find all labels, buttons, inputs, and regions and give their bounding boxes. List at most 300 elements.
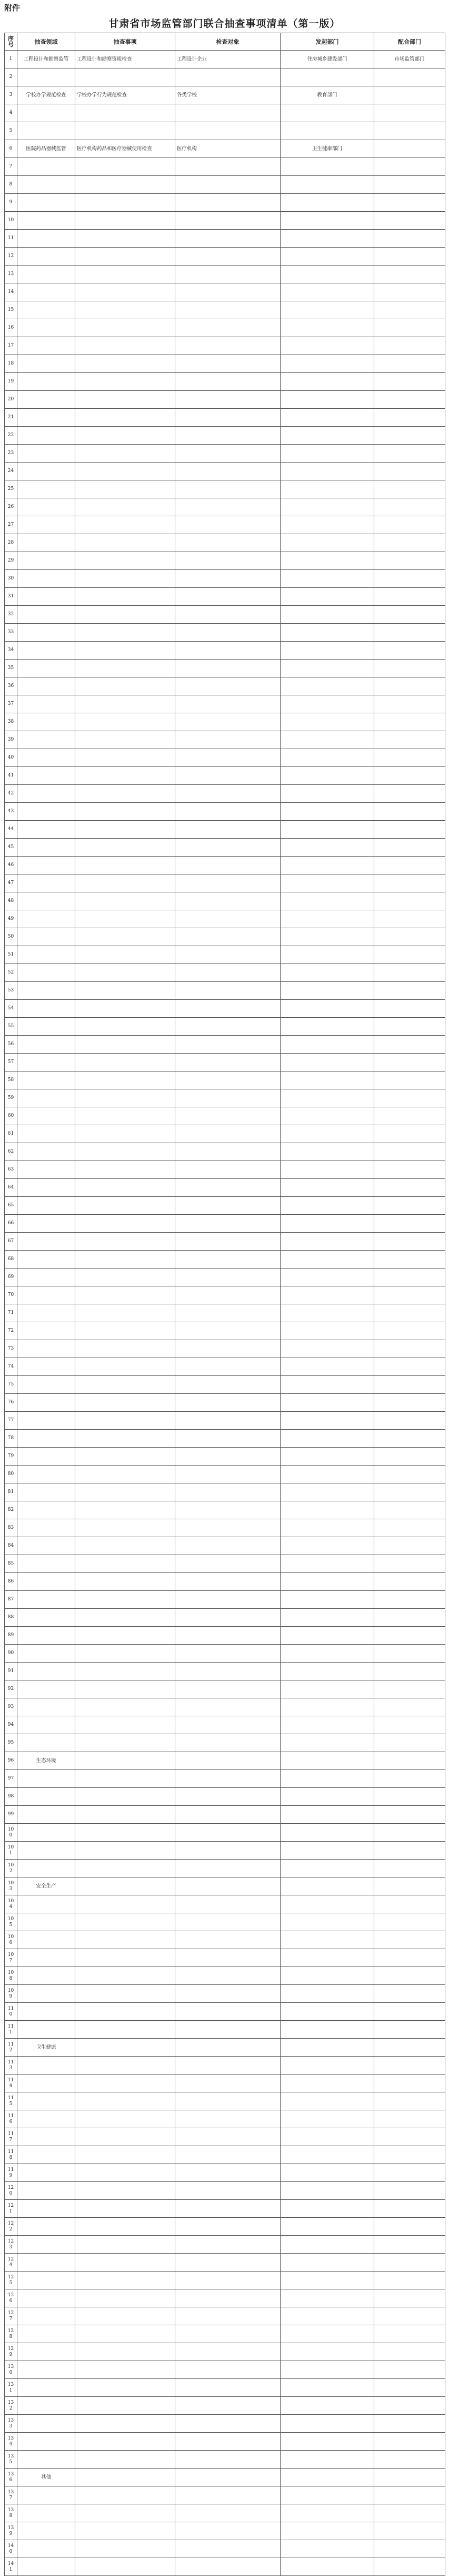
cell-area bbox=[17, 1788, 75, 1806]
cell-initiator bbox=[281, 319, 374, 337]
table-row bbox=[5, 2325, 445, 2343]
cell-no: 125 bbox=[5, 2272, 17, 2289]
cell-initiator bbox=[281, 2307, 374, 2325]
cell-object bbox=[175, 1466, 281, 1483]
cell-initiator bbox=[281, 552, 374, 570]
cell-cooperator bbox=[374, 1895, 445, 1913]
cell-area bbox=[17, 1967, 75, 1985]
cell-item bbox=[75, 749, 175, 767]
table-row bbox=[5, 1376, 445, 1394]
cell-object bbox=[175, 480, 281, 498]
cell-no: 129 bbox=[5, 2343, 17, 2361]
cell-object bbox=[175, 122, 281, 140]
cell-no: 16 bbox=[5, 319, 17, 337]
cell-no: 92 bbox=[5, 1680, 17, 1698]
cell-area bbox=[17, 212, 75, 230]
cell-area bbox=[17, 1018, 75, 1036]
cell-object bbox=[175, 1573, 281, 1591]
cell-no: 55 bbox=[5, 1018, 17, 1036]
cell-item bbox=[75, 1233, 175, 1251]
cell-no: 37 bbox=[5, 695, 17, 713]
cell-object bbox=[175, 1806, 281, 1824]
table-row bbox=[5, 1842, 445, 1860]
cell-cooperator bbox=[374, 1179, 445, 1197]
cell-no: 128 bbox=[5, 2325, 17, 2343]
cell-initiator bbox=[281, 1663, 374, 1680]
cell-initiator bbox=[281, 928, 374, 946]
table-row bbox=[5, 2469, 445, 2486]
cell-no: 121 bbox=[5, 2200, 17, 2218]
cell-area bbox=[17, 1161, 75, 1179]
table-row bbox=[5, 606, 445, 624]
cell-object bbox=[175, 857, 281, 874]
cell-object bbox=[175, 2182, 281, 2200]
cell-item bbox=[75, 1340, 175, 1358]
cell-cooperator bbox=[374, 1627, 445, 1645]
cell-cooperator bbox=[374, 212, 445, 230]
cell-no: 61 bbox=[5, 1125, 17, 1143]
cell-initiator bbox=[281, 588, 374, 606]
cell-object bbox=[175, 1555, 281, 1573]
cell-cooperator bbox=[374, 1358, 445, 1376]
cell-object bbox=[175, 624, 281, 642]
cell-item bbox=[75, 1071, 175, 1089]
cell-object bbox=[175, 1233, 281, 1251]
cell-no: 120 bbox=[5, 2182, 17, 2200]
cell-item bbox=[75, 1251, 175, 1269]
cell-initiator bbox=[281, 785, 374, 803]
table-row bbox=[5, 946, 445, 964]
cell-item bbox=[75, 2379, 175, 2397]
cell-area bbox=[17, 301, 75, 319]
cell-cooperator bbox=[374, 534, 445, 552]
cell-object bbox=[175, 427, 281, 445]
cell-cooperator bbox=[374, 1985, 445, 2003]
cell-item bbox=[75, 2236, 175, 2254]
cell-item bbox=[75, 2289, 175, 2307]
cell-no: 52 bbox=[5, 964, 17, 982]
table-row bbox=[5, 1179, 445, 1197]
cell-cooperator bbox=[374, 140, 445, 158]
table-row bbox=[5, 2289, 445, 2307]
cell-no: 12 bbox=[5, 248, 17, 266]
cell-cooperator bbox=[374, 2128, 445, 2146]
cell-object bbox=[175, 1770, 281, 1788]
cell-item bbox=[75, 1770, 175, 1788]
cell-initiator bbox=[281, 892, 374, 910]
cell-item bbox=[75, 1501, 175, 1519]
cell-cooperator bbox=[374, 946, 445, 964]
cell-item bbox=[75, 2540, 175, 2558]
cell-area bbox=[17, 660, 75, 677]
table-row bbox=[5, 1770, 445, 1788]
cell-object bbox=[175, 445, 281, 463]
cell-initiator bbox=[281, 1967, 374, 1985]
cell-initiator bbox=[281, 874, 374, 892]
table-row bbox=[5, 516, 445, 534]
cell-area bbox=[17, 857, 75, 874]
cell-initiator bbox=[281, 1860, 374, 1877]
cell-cooperator bbox=[374, 194, 445, 212]
cell-initiator bbox=[281, 301, 374, 319]
table-row bbox=[5, 1949, 445, 1967]
cell-object bbox=[175, 2110, 281, 2128]
cell-initiator bbox=[281, 982, 374, 1000]
cell-object bbox=[175, 2522, 281, 2540]
cell-no: 51 bbox=[5, 946, 17, 964]
cell-object bbox=[175, 713, 281, 731]
cell-area bbox=[17, 1519, 75, 1537]
cell-initiator bbox=[281, 1842, 374, 1860]
cell-item bbox=[75, 1376, 175, 1394]
cell-item bbox=[75, 373, 175, 391]
cell-initiator bbox=[281, 1788, 374, 1806]
cell-no: 118 bbox=[5, 2146, 17, 2164]
cell-item bbox=[75, 1537, 175, 1555]
table-row bbox=[5, 2254, 445, 2272]
cell-object bbox=[175, 2272, 281, 2289]
cell-item bbox=[75, 1448, 175, 1466]
cell-area bbox=[17, 1949, 75, 1967]
cell-area bbox=[17, 2379, 75, 2397]
cell-cooperator bbox=[374, 606, 445, 624]
cell-no: 126 bbox=[5, 2289, 17, 2307]
cell-cooperator bbox=[374, 821, 445, 839]
cell-cooperator bbox=[374, 1645, 445, 1663]
cell-cooperator bbox=[374, 1609, 445, 1627]
cell-item bbox=[75, 463, 175, 480]
cell-item bbox=[75, 2325, 175, 2343]
cell-cooperator bbox=[374, 785, 445, 803]
cell-object bbox=[175, 1645, 281, 1663]
cell-item bbox=[75, 1824, 175, 1842]
cell-initiator bbox=[281, 1430, 374, 1448]
cell-no: 46 bbox=[5, 857, 17, 874]
cell-item bbox=[75, 552, 175, 570]
header-cooperator: 配合部门 bbox=[374, 33, 445, 51]
cell-initiator bbox=[281, 409, 374, 427]
cell-initiator bbox=[281, 1627, 374, 1645]
cell-initiator bbox=[281, 2325, 374, 2343]
cell-item bbox=[75, 2254, 175, 2272]
cell-initiator bbox=[281, 355, 374, 373]
cell-initiator bbox=[281, 1734, 374, 1752]
cell-cooperator bbox=[374, 2254, 445, 2272]
cell-initiator bbox=[281, 1358, 374, 1376]
cell-initiator bbox=[281, 1555, 374, 1573]
table-row bbox=[5, 2218, 445, 2236]
cell-no: 132 bbox=[5, 2397, 17, 2415]
cell-cooperator bbox=[374, 982, 445, 1000]
cell-area bbox=[17, 1734, 75, 1752]
table-row bbox=[5, 391, 445, 409]
table-row bbox=[5, 2451, 445, 2469]
cell-area bbox=[17, 2128, 75, 2146]
cell-initiator bbox=[281, 1233, 374, 1251]
cell-no: 59 bbox=[5, 1089, 17, 1107]
cell-no: 88 bbox=[5, 1609, 17, 1627]
cell-area bbox=[17, 1286, 75, 1304]
cell-initiator bbox=[281, 2486, 374, 2504]
cell-area bbox=[17, 2272, 75, 2289]
cell-initiator bbox=[281, 2003, 374, 2021]
cell-cooperator bbox=[374, 2057, 445, 2074]
cell-item bbox=[75, 445, 175, 463]
cell-initiator bbox=[281, 194, 374, 212]
cell-object bbox=[175, 2361, 281, 2379]
cell-area bbox=[17, 68, 75, 86]
cell-no: 22 bbox=[5, 427, 17, 445]
header-item: 抽查事项 bbox=[75, 33, 175, 51]
cell-item bbox=[75, 104, 175, 122]
cell-object bbox=[175, 2397, 281, 2415]
cell-object bbox=[175, 1000, 281, 1018]
cell-no: 110 bbox=[5, 2003, 17, 2021]
cell-area bbox=[17, 624, 75, 642]
table-row bbox=[5, 2057, 445, 2074]
cell-no: 20 bbox=[5, 391, 17, 409]
cell-area bbox=[17, 1322, 75, 1340]
table-row bbox=[5, 892, 445, 910]
cell-no: 117 bbox=[5, 2128, 17, 2146]
cell-area bbox=[17, 1806, 75, 1824]
cell-cooperator bbox=[374, 570, 445, 588]
cell-no: 123 bbox=[5, 2236, 17, 2254]
cell-area bbox=[17, 176, 75, 194]
cell-initiator bbox=[281, 1698, 374, 1716]
cell-initiator bbox=[281, 2289, 374, 2307]
cell-object bbox=[175, 409, 281, 427]
cell-initiator bbox=[281, 803, 374, 821]
cell-initiator bbox=[281, 2540, 374, 2558]
cell-object bbox=[175, 1716, 281, 1734]
cell-cooperator bbox=[374, 1752, 445, 1770]
table-row bbox=[5, 140, 445, 158]
cell-area bbox=[17, 1680, 75, 1698]
table-row bbox=[5, 212, 445, 230]
cell-area bbox=[17, 230, 75, 248]
cell-item bbox=[75, 695, 175, 713]
cell-area bbox=[17, 355, 75, 373]
cell-area bbox=[17, 588, 75, 606]
cell-area bbox=[17, 445, 75, 463]
cell-object bbox=[175, 2289, 281, 2307]
cell-cooperator bbox=[374, 104, 445, 122]
cell-object bbox=[175, 1877, 281, 1895]
cell-object bbox=[175, 1949, 281, 1967]
cell-area: 生态环境 bbox=[17, 1752, 75, 1770]
cell-initiator bbox=[281, 2128, 374, 2146]
cell-initiator bbox=[281, 1179, 374, 1197]
cell-initiator bbox=[281, 2379, 374, 2397]
cell-item bbox=[75, 1806, 175, 1824]
cell-object bbox=[175, 498, 281, 516]
cell-cooperator bbox=[374, 2307, 445, 2325]
cell-area bbox=[17, 1304, 75, 1322]
cell-item bbox=[75, 1466, 175, 1483]
cell-item bbox=[75, 1555, 175, 1573]
table-row bbox=[5, 677, 445, 695]
cell-cooperator bbox=[374, 355, 445, 373]
cell-cooperator bbox=[374, 2504, 445, 2522]
cell-area bbox=[17, 1860, 75, 1877]
cell-initiator bbox=[281, 2451, 374, 2469]
table-row bbox=[5, 1322, 445, 1340]
cell-no: 93 bbox=[5, 1698, 17, 1716]
table-row bbox=[5, 1071, 445, 1089]
cell-cooperator: 市场监管部门 bbox=[374, 51, 445, 68]
cell-cooperator bbox=[374, 624, 445, 642]
cell-object bbox=[175, 1376, 281, 1394]
cell-item bbox=[75, 1985, 175, 2003]
cell-initiator bbox=[281, 248, 374, 266]
cell-object bbox=[175, 1394, 281, 1412]
cell-initiator bbox=[281, 1304, 374, 1322]
cell-cooperator bbox=[374, 480, 445, 498]
table-row bbox=[5, 1860, 445, 1877]
cell-area bbox=[17, 1591, 75, 1609]
table-row bbox=[5, 427, 445, 445]
cell-no: 8 bbox=[5, 176, 17, 194]
cell-initiator bbox=[281, 1519, 374, 1537]
cell-area bbox=[17, 2540, 75, 2558]
cell-no: 66 bbox=[5, 1215, 17, 1233]
cell-cooperator bbox=[374, 1555, 445, 1573]
cell-cooperator bbox=[374, 1949, 445, 1967]
cell-area bbox=[17, 1054, 75, 1071]
cell-cooperator bbox=[374, 767, 445, 785]
cell-area bbox=[17, 2074, 75, 2092]
table-row bbox=[5, 122, 445, 140]
cell-item bbox=[75, 1483, 175, 1501]
cell-item bbox=[75, 2451, 175, 2469]
cell-object bbox=[175, 463, 281, 480]
header-no: 序号 bbox=[5, 33, 17, 51]
cell-no: 101 bbox=[5, 1842, 17, 1860]
table-row bbox=[5, 1340, 445, 1358]
cell-area bbox=[17, 2289, 75, 2307]
cell-no: 14 bbox=[5, 283, 17, 301]
table-row bbox=[5, 319, 445, 337]
cell-item bbox=[75, 1000, 175, 1018]
table-row bbox=[5, 642, 445, 660]
cell-area bbox=[17, 642, 75, 660]
table-row bbox=[5, 104, 445, 122]
cell-area bbox=[17, 2343, 75, 2361]
table-row bbox=[5, 1609, 445, 1627]
cell-initiator bbox=[281, 2433, 374, 2451]
cell-item bbox=[75, 2361, 175, 2379]
cell-initiator bbox=[281, 1143, 374, 1161]
cell-initiator bbox=[281, 1161, 374, 1179]
cell-object bbox=[175, 964, 281, 982]
cell-object bbox=[175, 1430, 281, 1448]
cell-area bbox=[17, 1698, 75, 1716]
cell-no: 98 bbox=[5, 1788, 17, 1806]
cell-no: 87 bbox=[5, 1591, 17, 1609]
table-row bbox=[5, 248, 445, 266]
cell-cooperator bbox=[374, 1071, 445, 1089]
cell-item bbox=[75, 1967, 175, 1985]
cell-object bbox=[175, 1179, 281, 1197]
table-row bbox=[5, 1519, 445, 1537]
cell-no: 38 bbox=[5, 713, 17, 731]
cell-initiator bbox=[281, 1824, 374, 1842]
cell-area bbox=[17, 283, 75, 301]
cell-no: 89 bbox=[5, 1627, 17, 1645]
cell-item: 学校办学行为规范检查 bbox=[75, 86, 175, 104]
table-row bbox=[5, 534, 445, 552]
cell-item bbox=[75, 391, 175, 409]
cell-cooperator bbox=[374, 2451, 445, 2469]
cell-object bbox=[175, 266, 281, 283]
cell-area bbox=[17, 1716, 75, 1734]
cell-no: 134 bbox=[5, 2433, 17, 2451]
cell-no: 74 bbox=[5, 1358, 17, 1376]
table-row bbox=[5, 230, 445, 248]
cell-item bbox=[75, 2146, 175, 2164]
cell-cooperator bbox=[374, 498, 445, 516]
cell-area bbox=[17, 2397, 75, 2415]
cell-no: 104 bbox=[5, 1895, 17, 1913]
cell-initiator bbox=[281, 1340, 374, 1358]
cell-initiator bbox=[281, 230, 374, 248]
cell-object bbox=[175, 230, 281, 248]
cell-initiator bbox=[281, 2218, 374, 2236]
cell-no: 119 bbox=[5, 2164, 17, 2182]
table-row bbox=[5, 1895, 445, 1913]
table-row bbox=[5, 1358, 445, 1376]
cell-object bbox=[175, 2200, 281, 2218]
cell-cooperator bbox=[374, 2397, 445, 2415]
cell-cooperator bbox=[374, 2110, 445, 2128]
cell-initiator bbox=[281, 1107, 374, 1125]
table-row bbox=[5, 1877, 445, 1895]
cell-cooperator bbox=[374, 2289, 445, 2307]
cell-item bbox=[75, 1394, 175, 1412]
cell-item bbox=[75, 803, 175, 821]
table-row bbox=[5, 51, 445, 68]
cell-no: 136 bbox=[5, 2469, 17, 2486]
cell-item bbox=[75, 2218, 175, 2236]
cell-initiator bbox=[281, 1501, 374, 1519]
cell-no: 35 bbox=[5, 660, 17, 677]
cell-initiator bbox=[281, 283, 374, 301]
cell-cooperator bbox=[374, 642, 445, 660]
cell-cooperator bbox=[374, 409, 445, 427]
cell-area bbox=[17, 1985, 75, 2003]
cell-initiator bbox=[281, 2021, 374, 2039]
cell-item bbox=[75, 1609, 175, 1627]
cell-cooperator bbox=[374, 1286, 445, 1304]
cell-item bbox=[75, 1752, 175, 1770]
cell-cooperator bbox=[374, 2433, 445, 2451]
cell-area bbox=[17, 2057, 75, 2074]
cell-initiator bbox=[281, 122, 374, 140]
cell-item bbox=[75, 2057, 175, 2074]
cell-no: 65 bbox=[5, 1197, 17, 1215]
cell-cooperator bbox=[374, 1913, 445, 1931]
cell-item bbox=[75, 230, 175, 248]
cell-cooperator bbox=[374, 1340, 445, 1358]
cell-initiator bbox=[281, 427, 374, 445]
cell-item bbox=[75, 785, 175, 803]
cell-item bbox=[75, 642, 175, 660]
cell-object bbox=[175, 785, 281, 803]
cell-no: 5 bbox=[5, 122, 17, 140]
header-object: 检查对象 bbox=[175, 33, 281, 51]
cell-initiator bbox=[281, 731, 374, 749]
